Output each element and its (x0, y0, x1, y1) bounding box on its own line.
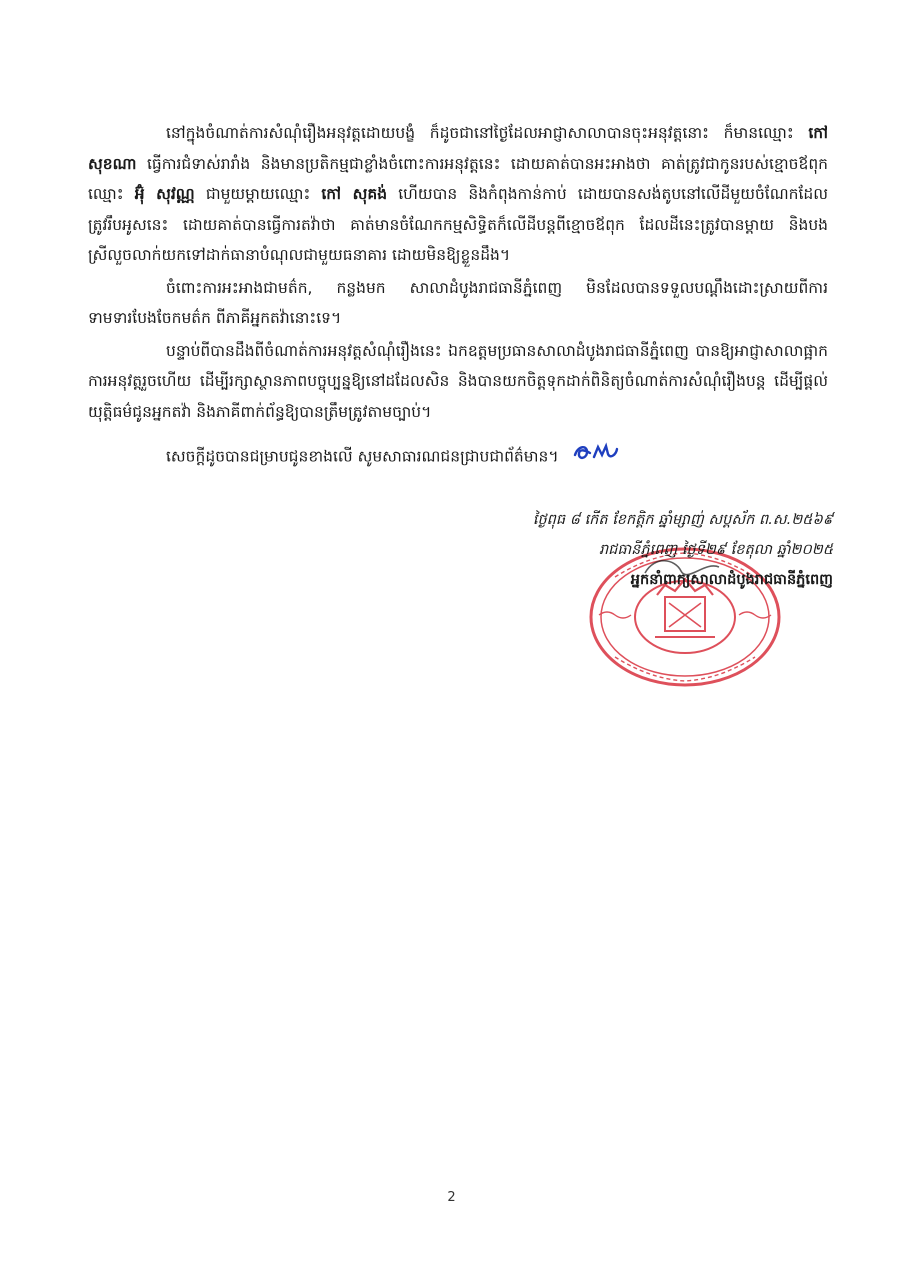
paragraph-text-run: ហើយបាន និងកំពុងកាន់កាប់ ដោយបានសង់តូបនៅលើដីមួយចំណែកដែលត្រូវរឹបអូសនេះ ដោយគាត់បានធ្វើការតវ៉ាថា គាត់មានចំណែកកម្មសិទ្ធិតក៏លើដីបន្តពីខ្មោចឪពុក ដែលដីនេះត្រូវបានម្តាយ និងបងស្រីលួចលាក់យកទៅដាក់ធានាបំណុលជាមួយធនាគារ ដោយមិនឱ្យខ្លួនដឹង។ (88, 185, 828, 264)
handwritten-initial (572, 441, 620, 473)
page-number: 2 (447, 1190, 456, 1205)
date-lunar: ថ្ងៃពុធ ៨ កើត ខែកត្តិក ឆ្នាំម្សាញ់ សប្តស័ក ព.ស.២៥៦៩ (532, 512, 833, 528)
body-text (88, 118, 828, 473)
paragraph-text-run: បន្ទាប់ពីបានដឹងពីចំណាត់ការអនុវត្តសំណុំរឿងនេះ ឯកឧត្តមប្រធានសាលាដំបូងរាជធានីភ្នំពេញ បានឱ្យអាជ្ញាសាលាផ្អាកការអនុវត្តរួចហើយ ដើម្បីរក្សាស្ថានភាពបច្ចុប្បន្នឱ្យនៅដដែលសិន និងបានយកចិត្តទុកដាក់ពិនិត្យចំណាត់ការសំណុំរឿងបន្ត ដើម្បីផ្តល់យុត្តិធម៌ជូនអ្នកតវ៉ា និងភាគីពាក់ព័ន្ធឱ្យបានត្រឹមត្រូវតាមច្បាប់។ (88, 341, 828, 421)
person-name: អ៊ុំ សុវណ្ណ (134, 185, 195, 203)
signature-block (413, 505, 833, 595)
person-name: កៅ សុគង់ (321, 185, 388, 203)
closing-text: សេចក្តីដូចបានជម្រាបជូនខាងលើ សូមសាធារណជនជ្រាបជាព័ត៌មាន។ (166, 447, 559, 466)
paragraph-3 (88, 336, 828, 428)
date-solar: រាជធានីភ្នំពេញ ថ្ងៃទី២៩ ខែតុលា ឆ្នាំ២០២៥ (598, 542, 833, 558)
paragraph-text-run: ធ្វើការជំទាស់រារាំង និងមានប្រតិកម្មជាខ្លាំងចំពោះការអនុវត្តនេះ ដោយគាត់បានអះអាងថា គាត់ត្រូវជាកូនរបស់ខ្មោចឪពុកឈ្មោះ (88, 154, 828, 203)
paragraph-text-run: នៅក្នុងចំណាត់ការសំណុំរឿងអនុវត្តដោយបង្ខំ ក៏ដូចជានៅថ្ងៃដែលអាជ្ញាសាលាបានចុះអនុវត្តនោះ ក៏មានឈ្មោះ (166, 124, 809, 142)
closing-statement (88, 441, 828, 473)
paragraph-text-run: ជាមួយម្តាយឈ្មោះ (194, 185, 322, 203)
signer-title: អ្នកនាំពាក្យសាលាដំបូងរាជធានីភ្នំពេញ (630, 572, 833, 588)
paragraph-2 (88, 273, 828, 334)
person-name: កៅ សុខណា (88, 124, 828, 173)
paragraph-1 (88, 118, 828, 271)
paragraph-text-run: ចំពោះការអះអាងជាមត៌ក, កន្លងមក សាលាដំបូងរាជធានីភ្នំពេញ មិនដែលបានទទួលបណ្តឹងដោះស្រាយពីការទាមទារបែងចែកមត៌ក ពីភាគីអ្នកតវ៉ានោះទេ។ (88, 278, 828, 327)
